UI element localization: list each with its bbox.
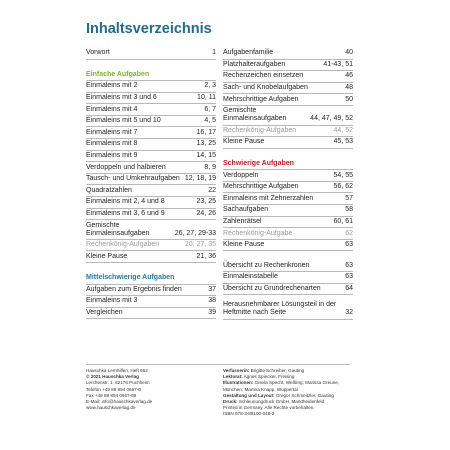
imprint-credit-value: Brigitte Schreiber, Gauting (249, 368, 305, 373)
toc-hard-list (223, 170, 353, 251)
toc-entry (86, 81, 216, 93)
imprint-line: Fax +49 89 894 0667-69 (86, 392, 137, 398)
toc-entry-title: Gemischte Einmaleinsaufgaben (223, 107, 287, 123)
toc-entry-page: 41-43, 51 (323, 60, 353, 68)
toc-entry (86, 127, 216, 139)
toc-entry-title: Einmaleins mit 2, 4 und 8 (86, 198, 165, 206)
toc-entry-title: Aufgaben zum Ergebnis finden (86, 285, 182, 293)
toc-entry (86, 93, 216, 105)
toc-entry-page: 23, 25 (196, 198, 216, 206)
toc-entry (223, 60, 353, 72)
toc-entry-page: 10, 11 (197, 93, 216, 101)
toc-entry-page: 63 (345, 241, 353, 249)
toc-entry-title: Einmaleins mit 9 (86, 151, 138, 159)
imprint-line: Hauschka Lernhilfen, Heft 652 (86, 368, 148, 373)
toc-entry-title: Einmaleins mit 7 (86, 128, 138, 136)
page-title: Inhaltsverzeichnis (86, 21, 212, 37)
toc-entry (223, 106, 353, 126)
toc-entry (223, 182, 353, 194)
toc-entry (86, 104, 216, 116)
toc-entry (223, 71, 353, 83)
toc-entry-title: Mehrschrittige Aufgaben (223, 183, 299, 191)
toc-entry-title: Verdoppeln und halbieren (86, 163, 166, 171)
toc-entry (86, 48, 216, 60)
imprint-credit-value: Printed in Germany. Alle Rechte vorbehalten. (223, 405, 315, 411)
toc-entry-page: 4, 5 (204, 117, 216, 125)
imprint-credit-label: Druck: (223, 399, 238, 405)
toc-entry-page: 54, 55 (333, 171, 353, 179)
toc-entry (223, 83, 353, 95)
toc-entry-page: 13, 25 (196, 140, 216, 148)
toc-entry (223, 284, 353, 296)
toc-entry-solutions (223, 300, 353, 320)
toc-entry-title: Rechenkönig-Aufgaben (86, 241, 160, 249)
toc-entry (223, 217, 353, 229)
toc-entry-title: Verdoppeln (223, 171, 259, 179)
imprint-credit-value: München; Martina Knapp, Wuppertal (223, 386, 298, 392)
imprint-credit-value: Gisela Specht, Weßling; Marissa Greune, (253, 380, 340, 386)
imprint-credit-value: Agnes Spiecker, Freising (242, 374, 295, 380)
toc-entry-title: Einmaleinstabelle (223, 273, 278, 281)
imprint-line: E-Mail: info@hauschkaverlag.de (86, 399, 153, 405)
toc-entry-page: 45, 53 (333, 138, 353, 146)
toc-entry-page: 57 (345, 194, 353, 202)
toc-entry-title: Mehrschrittige Aufgaben (223, 95, 299, 103)
section-heading-easy: Einfache Aufgaben (86, 69, 216, 82)
toc-entry (86, 240, 216, 252)
section-heading-hard: Schwierige Aufgaben (223, 158, 353, 171)
toc-entry-page: 26, 27, 29-33 (174, 229, 216, 237)
toc-entry-title: Rechenkönig-Aufgabe (223, 229, 293, 237)
toc-entry-page: 16, 17 (196, 128, 216, 136)
toc-entry-page: 37 (208, 285, 216, 293)
toc-entry-page: 58 (345, 206, 353, 214)
toc-entry (86, 151, 216, 163)
toc-entry-page: 63 (345, 261, 353, 269)
toc-entry (223, 137, 353, 149)
toc-entry-title: Übersicht zu Grundrechenarten (223, 284, 321, 292)
toc-entry (223, 260, 353, 272)
imprint-line: www.hauschkaverlag.de (86, 405, 136, 411)
toc-entry-title: Kleine Pause (223, 241, 265, 249)
toc-entry-title: Kleine Pause (86, 252, 128, 260)
toc-entry (86, 308, 216, 320)
toc-entry (86, 174, 216, 186)
toc-entry-page: 24, 26 (196, 209, 216, 217)
toc-entry-title: Rechenzeichen einsetzen (223, 72, 304, 80)
toc-entry-title: Einmaleins mit Zehnerzahlen (223, 194, 314, 202)
toc-entry-title: Aufgabenfamilie (223, 49, 274, 57)
toc-entry (86, 185, 216, 197)
toc-entry (86, 209, 216, 221)
toc-entry-title: Herausnehmbarer Lösungsteil in der Heftmitte nach Seite (223, 301, 337, 317)
toc-entry-page: 12, 18, 19 (184, 175, 216, 183)
imprint-line: © 2021 Hauschka Verlag (86, 374, 139, 380)
toc-entry-title: Einmaleins mit 3, 6 und 9 (86, 209, 165, 217)
toc-entry-title: Übersicht zu Rechenkronen (223, 261, 310, 269)
imprint-credits (223, 368, 363, 418)
imprint-credit-label: Lektorat: (223, 374, 243, 380)
toc-entry-page: 1 (212, 49, 216, 57)
imprint-publisher (86, 368, 214, 411)
toc-entry-title: Kleine Pause (223, 138, 265, 146)
toc-entry-page: 2, 3 (204, 82, 216, 90)
toc-entry-page: 63 (345, 273, 353, 281)
toc-entry-page: 14, 15 (196, 151, 216, 159)
toc-entry-page: 56, 62 (333, 183, 353, 191)
toc-overview-list (223, 260, 353, 295)
toc-entry-page: 60, 61 (333, 217, 353, 225)
toc-entry-page: 22 (208, 186, 216, 194)
imprint-credit-line (223, 411, 363, 417)
toc-entry-title: Zahlenrätsel (223, 217, 262, 225)
toc-entry-page: 38 (208, 297, 216, 305)
toc-entry-title: Einmaleins mit 5 und 10 (86, 117, 161, 125)
toc-entry-page: 6, 7 (204, 105, 216, 113)
toc-entry-page: 50 (345, 95, 353, 103)
toc-entry (223, 126, 353, 138)
toc-entry-title: Einmaleins mit 2 (86, 82, 138, 90)
toc-medium-continued-list (223, 48, 353, 149)
imprint-credit-value: Schleunungdruck GmbH, Marktheidenfeld (237, 399, 325, 405)
toc-entry (223, 272, 353, 284)
toc-entry (223, 193, 353, 205)
toc-entry-title: Vergleichen (86, 308, 123, 316)
toc-entry-title: Vorwort (86, 49, 110, 57)
toc-entry-title: Quadratzahlen (86, 186, 132, 194)
toc-entry (223, 48, 353, 60)
toc-entry-title: Tausch- und Umkehraufgaben (86, 175, 180, 183)
imprint-credit-value: ISBN 978-3-88100-048-2 (223, 411, 275, 417)
toc-entry-page: 44, 52 (333, 126, 353, 134)
toc-entry-page: 32 (345, 309, 353, 317)
toc-entry-title: Einmaleins mit 3 und 6 (86, 93, 157, 101)
toc-entry-title: Einmaleins mit 3 (86, 297, 138, 305)
toc-entry (223, 170, 353, 182)
toc-entry-page: 8, 9 (204, 163, 216, 171)
toc-entry-page: 48 (345, 84, 353, 92)
toc-entry (223, 228, 353, 240)
imprint-credit-label: Illustrationen: (223, 380, 254, 386)
toc-entry-page: 21, 36 (196, 252, 216, 260)
toc-left-column (86, 48, 216, 319)
toc-entry-page: 46 (345, 72, 353, 80)
toc-entry (86, 220, 216, 240)
toc-entry (223, 94, 353, 106)
imprint-credit-label: Gestaltung und Layout: (223, 392, 275, 398)
toc-entry-title: Sach- und Knobelaufgaben (223, 84, 308, 92)
toc-entry-page: 64 (345, 284, 353, 292)
toc-entry (86, 251, 216, 263)
toc-entry-title: Einmaleins mit 8 (86, 140, 138, 148)
toc-entry-page: 39 (208, 308, 216, 316)
toc-entry-title: Platzhalteraufgaben (223, 60, 286, 68)
toc-entry (86, 116, 216, 128)
toc-entry (86, 162, 216, 174)
toc-entry (86, 285, 216, 297)
toc-entry-page: 20, 27, 35 (184, 241, 216, 249)
section-heading-medium: Mittelschwierige Aufgaben (86, 272, 216, 285)
imprint-credit-label: Verfasserin: (223, 368, 250, 373)
toc-entry-title: Rechenkönig-Aufgaben (223, 126, 297, 134)
imprint-credit-value: Gregor Schmeitzler, Gauting (274, 392, 334, 398)
toc-entry-title: Sachaufgaben (223, 206, 269, 214)
imprint-line: Lerchenstr. 1, 82176 Puchheim (86, 380, 150, 386)
toc-entry (86, 139, 216, 151)
toc-entry-page: 40 (345, 49, 353, 57)
toc-medium-list (86, 285, 216, 320)
toc-easy-list (86, 81, 216, 263)
toc-entry-page: 44, 47, 49, 52 (310, 115, 353, 123)
imprint-line: Telefon +49 89 894 0667-0 (86, 386, 141, 392)
toc-right-column (223, 48, 353, 320)
toc-entry (223, 205, 353, 217)
toc-intro-list (86, 48, 216, 60)
imprint-divider (86, 364, 350, 365)
toc-entry-title: Einmaleins mit 4 (86, 105, 138, 113)
toc-entry-title: Gemischte Einmaleinsaufgaben (86, 221, 150, 237)
toc-entry-page: 62 (345, 229, 353, 237)
toc-entry (86, 296, 216, 308)
toc-entry (86, 197, 216, 209)
toc-entry (223, 240, 353, 252)
